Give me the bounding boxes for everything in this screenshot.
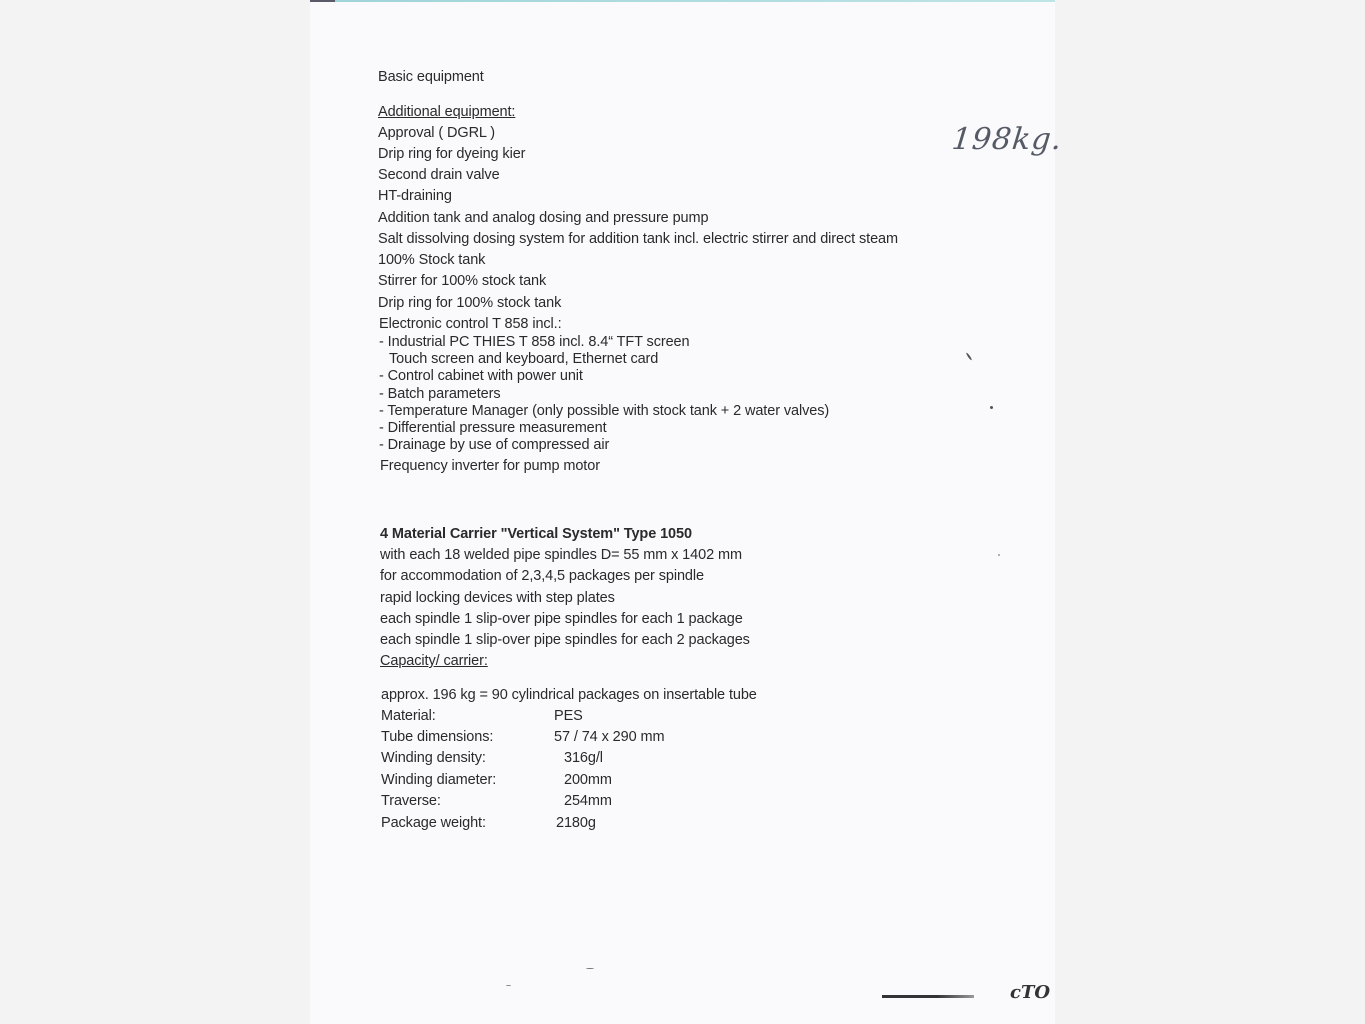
list-item: Frequency inverter for pump motor: [380, 458, 600, 474]
spec-label: Material:: [381, 708, 436, 724]
control-item: - Batch parameters: [379, 386, 501, 402]
list-item: 100% Stock tank: [378, 252, 486, 268]
control-item: Touch screen and keyboard, Ethernet card: [389, 351, 659, 367]
additional-equipment-heading: Additional equipment:: [378, 104, 516, 120]
control-item: - Differential pressure measurement: [379, 420, 607, 436]
spec-value: 316g/l: [564, 750, 603, 766]
list-item: Second drain valve: [378, 167, 500, 183]
spec-value: 57 / 74 x 290 mm: [554, 729, 665, 745]
spec-label: Winding diameter:: [381, 772, 497, 788]
list-item: Stirrer for 100% stock tank: [378, 273, 547, 289]
carrier-line: for accommodation of 2,3,4,5 packages per spindle: [380, 568, 704, 584]
spec-label: Traverse:: [381, 793, 441, 809]
control-item: - Control cabinet with power unit: [379, 368, 583, 384]
list-item: Approval ( DGRL ): [378, 125, 496, 141]
capacity-approx: approx. 196 kg = 90 cylindrical packages on insertable tube: [381, 687, 757, 703]
list-item: Drip ring for dyeing kier: [378, 146, 526, 162]
spec-value: 200mm: [564, 772, 612, 788]
list-item: Drip ring for 100% stock tank: [378, 295, 562, 311]
spec-value: 2180g: [556, 815, 596, 831]
footer-logo: cTO: [1010, 982, 1051, 1003]
scan-speck: [586, 968, 594, 969]
control-item: - Temperature Manager (only possible with stock tank + 2 water valves): [379, 403, 830, 419]
capacity-heading: Capacity/ carrier:: [380, 653, 488, 669]
scan-edge: [310, 0, 1055, 2]
handwritten-weight-note: 198kg.: [950, 122, 1065, 157]
control-item: - Industrial PC THIES T 858 incl. 8.4“ TFT screen: [379, 334, 690, 350]
signature-line: [882, 995, 974, 998]
carrier-line: rapid locking devices with step plates: [380, 590, 615, 606]
spec-value: PES: [554, 708, 583, 724]
list-item: Salt dissolving dosing system for addition tank incl. electric stirrer and direct steam: [378, 231, 898, 247]
scan-speck: [506, 985, 511, 986]
spec-label: Winding density:: [381, 750, 486, 766]
carrier-line: each spindle 1 slip-over pipe spindles for each 2 packages: [380, 632, 750, 648]
list-item: Electronic control T 858 incl.:: [379, 316, 562, 332]
scan-speck: [990, 406, 993, 409]
carrier-heading: 4 Material Carrier "Vertical System" Type 1050: [380, 526, 692, 542]
list-item: HT-draining: [378, 188, 452, 204]
scan-speck: [998, 554, 1000, 556]
control-item: - Drainage by use of compressed air: [379, 437, 610, 453]
carrier-line: each spindle 1 slip-over pipe spindles for each 1 package: [380, 611, 743, 627]
basic-equipment-label: Basic equipment: [378, 69, 484, 85]
list-item: Addition tank and analog dosing and pressure pump: [378, 210, 709, 226]
spec-label: Package weight:: [381, 815, 486, 831]
spec-label: Tube dimensions:: [381, 729, 494, 745]
carrier-line: with each 18 welded pipe spindles D= 55 mm x 1402 mm: [380, 547, 742, 563]
spec-value: 254mm: [564, 793, 612, 809]
